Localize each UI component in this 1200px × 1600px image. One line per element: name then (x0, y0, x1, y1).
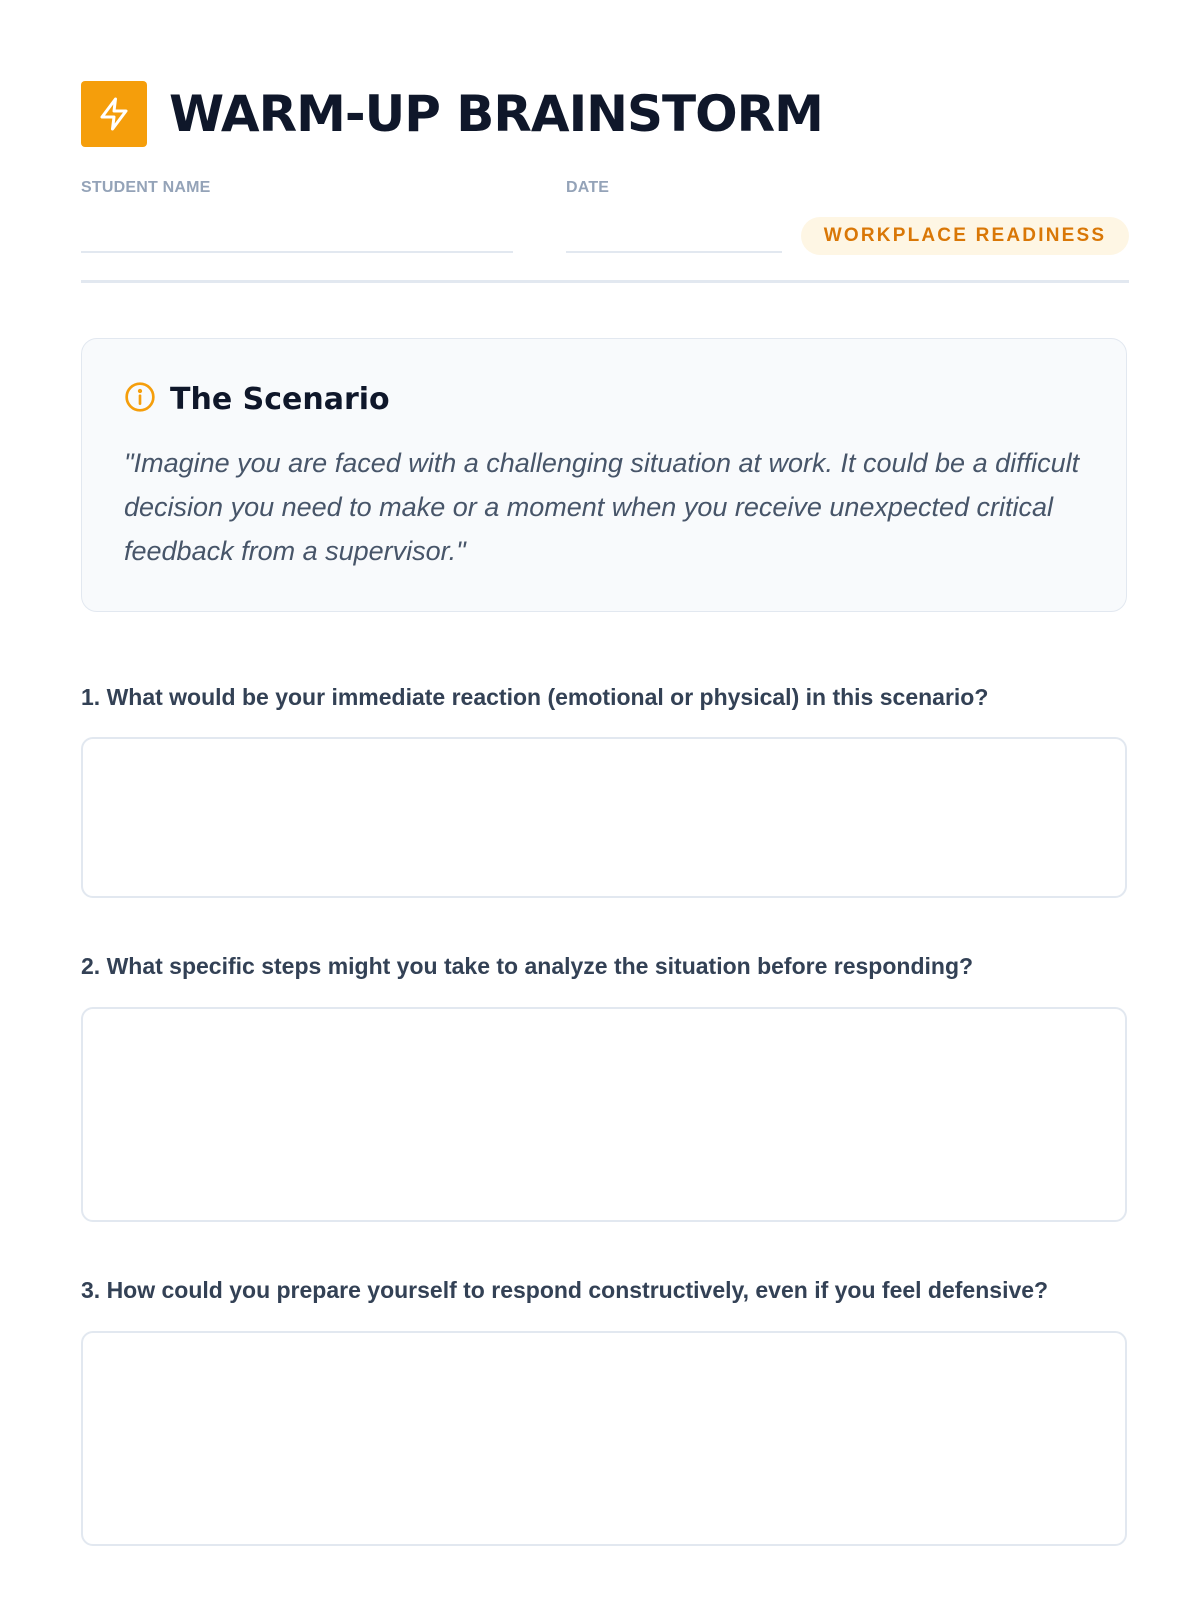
answer-box-2[interactable] (81, 1007, 1127, 1222)
student-name-label: STUDENT NAME (81, 179, 211, 196)
lightning-bolt-icon (81, 81, 147, 147)
answer-box-1[interactable] (81, 737, 1127, 898)
scenario-text: "Imagine you are faced with a challenging situation at work. It could be a difficult decision you need to make or a moment when you receive unexpected critical feedback from a supervisor." (124, 448, 1080, 566)
date-label: DATE (566, 179, 610, 196)
category-badge: WORKPLACE READINESS (801, 217, 1129, 255)
student-name-field[interactable] (81, 251, 513, 253)
date-field[interactable] (566, 251, 782, 253)
scenario-title: The Scenario (170, 381, 390, 417)
scenario-card (81, 338, 1127, 612)
info-icon (124, 381, 156, 418)
title-row (81, 81, 823, 147)
question-2: 2. What specific steps might you take to analyze the situation before responding? (81, 953, 974, 979)
page-title: WARM-UP BRAINSTORM (169, 85, 823, 143)
scenario-header (124, 381, 390, 418)
question-3: 3. How could you prepare yourself to respond constructively, even if you feel defensive? (81, 1277, 1049, 1303)
answer-box-3[interactable] (81, 1331, 1127, 1546)
header-divider (81, 280, 1129, 283)
question-1: 1. What would be your immediate reaction (emotional or physical) in this scenario? (81, 684, 989, 710)
